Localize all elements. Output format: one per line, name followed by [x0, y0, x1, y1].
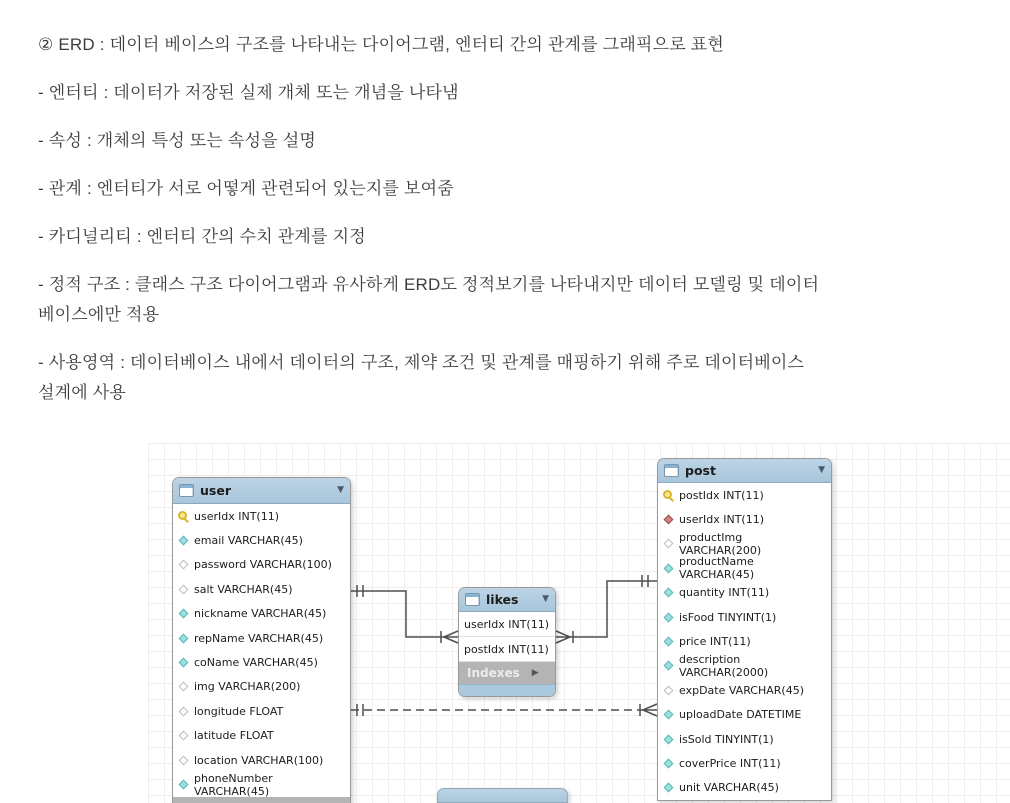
table-row: [658, 727, 831, 751]
collapse-arrow-icon: ▼: [337, 485, 344, 495]
diamond-filled-icon: [664, 563, 674, 573]
diamond-filled-icon: [664, 661, 674, 671]
table-row: [173, 602, 350, 626]
field-text: description VARCHAR(2000): [679, 652, 769, 679]
key-icon: [177, 510, 189, 522]
field-text: uploadDate DATETIME: [679, 708, 802, 722]
erd-diagram: [148, 443, 1010, 803]
field-text: salt VARCHAR(45): [194, 582, 293, 596]
field-text: quantity INT(11): [679, 586, 770, 600]
diamond-filled-icon: [179, 609, 189, 619]
table-row: [658, 751, 831, 775]
field-text: price INT(11): [679, 635, 751, 649]
erd-table-post: [657, 458, 832, 801]
diamond-filled-icon: [179, 633, 189, 643]
table-row: [173, 699, 350, 723]
body-paragraph: [38, 348, 983, 408]
erd-table-user: [172, 477, 351, 803]
field-text: isSold TINYINT(1): [679, 732, 774, 746]
diamond-hollow-icon: [179, 584, 189, 594]
field-text: latitude FLOAT: [194, 729, 274, 743]
diamond-filled-icon: [664, 637, 674, 647]
field-text: location VARCHAR(100): [194, 753, 324, 767]
field-text: phoneNumber VARCHAR(45): [194, 771, 273, 798]
field-text: userIdx INT(11): [464, 617, 549, 631]
table-row: [658, 703, 831, 727]
expand-arrow-icon: ▶: [531, 667, 539, 678]
diamond-hollow-icon: [664, 685, 674, 695]
erd-table-likes: [458, 587, 556, 697]
field-text: coverPrice INT(11): [679, 756, 781, 770]
table-row: [173, 553, 350, 577]
field-text: userIdx INT(11): [679, 513, 764, 527]
table-row: [173, 772, 350, 796]
table-footer: [459, 684, 555, 696]
paragraph-line: ② ERD : 데이터 베이스의 구조를 나타내는 다이어그램, 엔터티 간의 관계를 그래픽으로 표현: [38, 35, 725, 54]
diamond-filled-icon: [179, 658, 189, 668]
field-text: postIdx INT(11): [679, 488, 764, 502]
table-row: [173, 675, 350, 699]
table-row: [658, 532, 831, 556]
body-paragraph: [38, 78, 983, 108]
diamond-hollow-icon: [179, 731, 189, 741]
diamond-filled-icon: [179, 780, 189, 790]
table-icon: [179, 484, 194, 497]
diamond-hollow-icon: [179, 682, 189, 692]
indexes-bar: [173, 797, 350, 803]
table-header: [459, 588, 555, 612]
paragraph-line: - 정적 구조 : 클래스 구조 다이어그램과 유사하게 ERD도 정적보기를 나타내지만 데이터 모델링 및 데이터: [38, 275, 820, 294]
diamond-filled-icon: [664, 588, 674, 598]
table-row: [173, 650, 350, 674]
table-row: [173, 528, 350, 552]
table-row: [459, 612, 555, 637]
field-text: repName VARCHAR(45): [194, 631, 324, 645]
diamond-hollow-icon: [179, 755, 189, 765]
table-row: [658, 507, 831, 531]
table-header: [173, 478, 350, 504]
field-text: email VARCHAR(45): [194, 534, 303, 548]
table-title: post: [685, 463, 716, 478]
relationship-user-likes: [351, 585, 458, 643]
field-text: productImg VARCHAR(200): [679, 530, 762, 557]
table-icon: [465, 593, 480, 606]
relationship-user-post: [351, 704, 657, 716]
table-row: [173, 504, 350, 528]
diamond-filled-icon: [664, 783, 674, 793]
paragraph-line: - 속성 : 개체의 특성 또는 속성을 설명: [38, 131, 316, 150]
table-row: [658, 605, 831, 629]
diamond-filled-icon: [664, 734, 674, 744]
collapse-arrow-icon: ▼: [818, 465, 825, 475]
body-paragraph: [38, 270, 983, 330]
indexes-bar: [459, 662, 555, 684]
field-text: coName VARCHAR(45): [194, 656, 318, 670]
table-row: [173, 626, 350, 650]
field-text: expDate VARCHAR(45): [679, 683, 804, 697]
diamond-filled-icon: [664, 759, 674, 769]
table-row: [173, 724, 350, 748]
table-row: [658, 678, 831, 702]
field-text: unit VARCHAR(45): [679, 781, 779, 795]
table-header: [658, 459, 831, 483]
indexes-label: Indexes: [467, 666, 520, 680]
paragraph-line: - 사용영역 : 데이터베이스 내에서 데이터의 구조, 제약 조건 및 관계를 매핑하기 위해 주로 데이터베이스: [38, 353, 805, 372]
field-text: isFood TINYINT(1): [679, 610, 777, 624]
table-row: [173, 577, 350, 601]
table-title: user: [200, 483, 231, 498]
table-row: [658, 556, 831, 580]
diamond-hollow-icon: [179, 560, 189, 570]
table-icon: [664, 464, 679, 477]
paragraph-line: - 엔터티 : 데이터가 저장된 실제 개체 또는 개념을 나타냄: [38, 83, 459, 102]
foreign-key-diamond-icon: [664, 515, 674, 525]
diamond-filled-icon: [179, 536, 189, 546]
body-paragraph: [38, 30, 983, 60]
collapse-arrow-icon: ▼: [542, 594, 549, 604]
table-title: likes: [486, 592, 519, 607]
field-text: nickname VARCHAR(45): [194, 607, 327, 621]
body-paragraph: [38, 174, 983, 204]
field-text: userIdx INT(11): [194, 509, 279, 523]
paragraph-line: 베이스에만 적용: [38, 305, 160, 324]
diamond-hollow-icon: [179, 706, 189, 716]
partial-table-header: [437, 788, 568, 803]
table-row: [173, 748, 350, 772]
body-paragraph: [38, 222, 983, 252]
table-row: [658, 581, 831, 605]
table-row: [658, 776, 831, 800]
paragraph-line: - 카디널리티 : 엔터티 간의 수치 관계를 지정: [38, 227, 366, 246]
table-row: [459, 637, 555, 662]
field-text: password VARCHAR(100): [194, 558, 332, 572]
diamond-filled-icon: [664, 710, 674, 720]
diamond-filled-icon: [664, 612, 674, 622]
key-icon: [662, 489, 674, 501]
paragraph-line: 설계에 사용: [38, 383, 127, 402]
table-row: [658, 654, 831, 678]
body-paragraph: [38, 126, 983, 156]
paragraph-line: - 관계 : 엔터티가 서로 어떻게 관련되어 있는지를 보여줌: [38, 179, 454, 198]
table-row: [658, 483, 831, 507]
field-text: productName VARCHAR(45): [679, 555, 755, 582]
relationship-post-likes: [556, 575, 657, 643]
field-text: postIdx INT(11): [464, 642, 549, 656]
field-text: img VARCHAR(200): [194, 680, 301, 694]
notes-text-block: [38, 30, 983, 426]
field-text: longitude FLOAT: [194, 704, 284, 718]
table-row: [658, 629, 831, 653]
diamond-hollow-icon: [664, 539, 674, 549]
